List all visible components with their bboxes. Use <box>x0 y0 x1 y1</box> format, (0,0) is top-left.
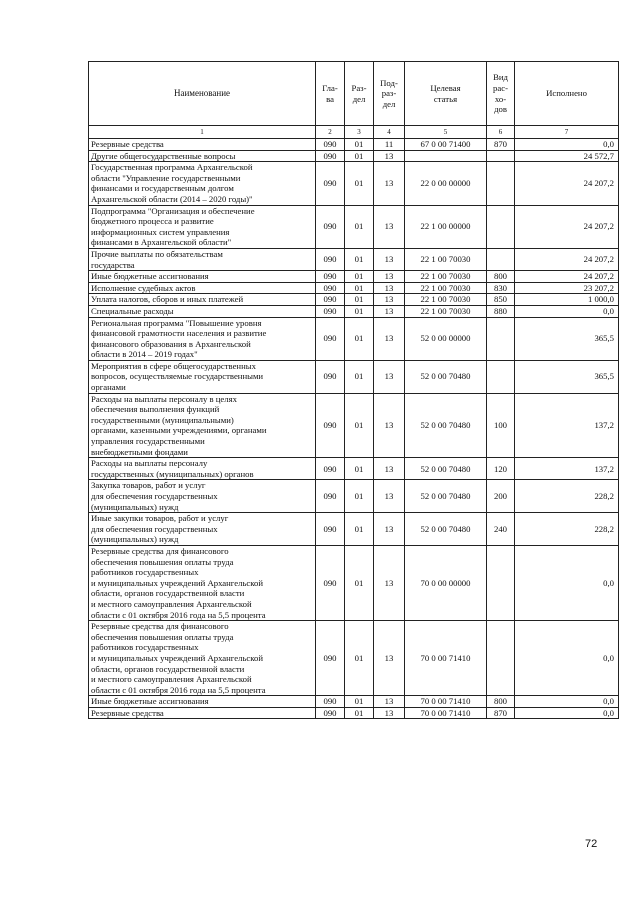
cell-name: Подпрограмма "Организация и обеспечение бюджетного процесса и развитие информационных систем управления финансами в Архангельской области" <box>89 205 316 248</box>
cell-target: 22 1 00 70030 <box>405 294 487 306</box>
cell-section: 01 <box>345 139 374 151</box>
cell-subsection: 13 <box>374 458 405 480</box>
cell-target: 52 0 00 00000 <box>405 317 487 360</box>
cell-name: Резервные средства для финансового обеспечения повышения оплаты труда работников государственных и муниципальных учреждений Архангельской области, органов государственной власти и местного самоуправления Архангельской области с 01 октября 2016 года на 5,5 процента <box>89 545 316 620</box>
cell-exp-type: 880 <box>487 305 515 317</box>
header-executed: Исполнено <box>515 62 619 126</box>
cell-exp-type: 120 <box>487 458 515 480</box>
cell-target: 22 1 00 70030 <box>405 305 487 317</box>
table-row <box>89 294 619 306</box>
cell-chapter: 090 <box>316 162 345 205</box>
cell-name: Резервные средства <box>89 707 316 719</box>
cell-executed: 1 000,0 <box>515 294 619 306</box>
cell-section: 01 <box>345 513 374 546</box>
cell-chapter: 090 <box>316 621 345 696</box>
cell-chapter: 090 <box>316 545 345 620</box>
cell-subsection: 13 <box>374 271 405 283</box>
table-row <box>89 707 619 719</box>
cell-exp-type <box>487 621 515 696</box>
cell-name: Мероприятия в сфере общегосударственных вопросов, осуществляемые государственными органами <box>89 360 316 393</box>
cell-chapter: 090 <box>316 294 345 306</box>
column-number: 5 <box>405 126 487 139</box>
cell-executed: 23 207,2 <box>515 282 619 294</box>
table-row <box>89 271 619 283</box>
cell-subsection: 13 <box>374 696 405 708</box>
cell-chapter: 090 <box>316 150 345 162</box>
cell-chapter: 090 <box>316 480 345 513</box>
cell-target: 70 0 00 71410 <box>405 707 487 719</box>
column-number: 2 <box>316 126 345 139</box>
column-number: 6 <box>487 126 515 139</box>
cell-target: 22 1 00 70030 <box>405 271 487 283</box>
table-body <box>89 126 619 719</box>
cell-exp-type: 200 <box>487 480 515 513</box>
header-exp-type: Вид рас- хо- дов <box>487 62 515 126</box>
cell-executed: 137,2 <box>515 393 619 458</box>
cell-section: 01 <box>345 317 374 360</box>
cell-section: 01 <box>345 707 374 719</box>
cell-name: Специальные расходы <box>89 305 316 317</box>
cell-exp-type <box>487 205 515 248</box>
table-row <box>89 150 619 162</box>
cell-section: 01 <box>345 205 374 248</box>
cell-subsection: 13 <box>374 317 405 360</box>
cell-exp-type: 800 <box>487 271 515 283</box>
cell-executed: 0,0 <box>515 621 619 696</box>
cell-executed: 137,2 <box>515 458 619 480</box>
table-row <box>89 248 619 270</box>
table-row <box>89 282 619 294</box>
cell-section: 01 <box>345 248 374 270</box>
cell-chapter: 090 <box>316 282 345 294</box>
cell-exp-type <box>487 150 515 162</box>
column-number: 3 <box>345 126 374 139</box>
cell-target: 52 0 00 70480 <box>405 393 487 458</box>
table-row <box>89 696 619 708</box>
cell-target: 22 1 00 00000 <box>405 205 487 248</box>
cell-target: 67 0 00 71400 <box>405 139 487 151</box>
cell-executed: 365,5 <box>515 360 619 393</box>
cell-subsection: 13 <box>374 545 405 620</box>
cell-subsection: 13 <box>374 707 405 719</box>
table-row <box>89 513 619 546</box>
header-row <box>89 62 619 126</box>
cell-name: Другие общегосударственные вопросы <box>89 150 316 162</box>
table-row <box>89 139 619 151</box>
cell-section: 01 <box>345 545 374 620</box>
cell-name: Резервные средства для финансового обеспечения повышения оплаты труда работников государственных и муниципальных учреждений Архангельской области, органов государственной власти и местного самоуправления Архангельской области с 01 октября 2016 года на 5,5 процента <box>89 621 316 696</box>
table-row <box>89 393 619 458</box>
header-chapter: Гла- ва <box>316 62 345 126</box>
cell-name: Закупка товаров, работ и услуг для обеспечения государственных (муниципальных) нужд <box>89 480 316 513</box>
cell-subsection: 13 <box>374 248 405 270</box>
cell-name: Иные закупки товаров, работ и услуг для обеспечения государственных (муниципальных) нужд <box>89 513 316 546</box>
cell-name: Иные бюджетные ассигнования <box>89 696 316 708</box>
cell-subsection: 13 <box>374 393 405 458</box>
cell-target: 70 0 00 71410 <box>405 696 487 708</box>
cell-target: 52 0 00 70480 <box>405 513 487 546</box>
table-row <box>89 162 619 205</box>
cell-chapter: 090 <box>316 458 345 480</box>
cell-name: Прочие выплаты по обязательствам государства <box>89 248 316 270</box>
cell-name: Государственная программа Архангельской области "Управление государственными финансами и государственным долгом Архангельской области (2014 – 2020 годы)" <box>89 162 316 205</box>
cell-name: Резервные средства <box>89 139 316 151</box>
cell-subsection: 13 <box>374 513 405 546</box>
cell-exp-type <box>487 360 515 393</box>
header-target: Целевая статья <box>405 62 487 126</box>
table-row <box>89 545 619 620</box>
cell-executed: 24 207,2 <box>515 205 619 248</box>
table-row <box>89 458 619 480</box>
cell-chapter: 090 <box>316 271 345 283</box>
table-row <box>89 480 619 513</box>
cell-subsection: 13 <box>374 282 405 294</box>
header-subsection: Под- раз- дел <box>374 62 405 126</box>
cell-exp-type <box>487 162 515 205</box>
cell-target <box>405 150 487 162</box>
cell-chapter: 090 <box>316 248 345 270</box>
cell-section: 01 <box>345 393 374 458</box>
cell-target: 52 0 00 70480 <box>405 480 487 513</box>
cell-chapter: 090 <box>316 139 345 151</box>
column-number: 7 <box>515 126 619 139</box>
cell-exp-type: 240 <box>487 513 515 546</box>
budget-table <box>88 61 619 719</box>
cell-subsection: 13 <box>374 305 405 317</box>
cell-exp-type: 850 <box>487 294 515 306</box>
cell-exp-type: 870 <box>487 707 515 719</box>
column-number: 1 <box>89 126 316 139</box>
cell-subsection: 13 <box>374 150 405 162</box>
cell-executed: 0,0 <box>515 305 619 317</box>
cell-exp-type <box>487 248 515 270</box>
cell-subsection: 13 <box>374 294 405 306</box>
cell-executed: 228,2 <box>515 480 619 513</box>
cell-name: Иные бюджетные ассигнования <box>89 271 316 283</box>
cell-section: 01 <box>345 480 374 513</box>
cell-subsection: 13 <box>374 360 405 393</box>
cell-section: 01 <box>345 696 374 708</box>
cell-name: Региональная программа "Повышение уровня финансовой грамотности населения и развитие финансового образования в Архангельской области в 2014 – 2019 годах" <box>89 317 316 360</box>
table-row <box>89 317 619 360</box>
column-number: 4 <box>374 126 405 139</box>
header-name: Наименование <box>89 62 316 126</box>
cell-chapter: 090 <box>316 317 345 360</box>
cell-name: Исполнение судебных актов <box>89 282 316 294</box>
cell-section: 01 <box>345 458 374 480</box>
cell-section: 01 <box>345 162 374 205</box>
cell-executed: 0,0 <box>515 707 619 719</box>
cell-name: Расходы на выплаты персоналу в целях обеспечения выполнения функций государственными (муниципальными) органами, казенными учреждениями, органами управления государственными внебюджетными фондами <box>89 393 316 458</box>
cell-exp-type: 100 <box>487 393 515 458</box>
cell-executed: 24 207,2 <box>515 271 619 283</box>
cell-target: 70 0 00 00000 <box>405 545 487 620</box>
cell-target: 52 0 00 70480 <box>405 360 487 393</box>
cell-chapter: 090 <box>316 696 345 708</box>
cell-exp-type <box>487 545 515 620</box>
cell-executed: 365,5 <box>515 317 619 360</box>
cell-executed: 0,0 <box>515 696 619 708</box>
cell-chapter: 090 <box>316 205 345 248</box>
cell-section: 01 <box>345 621 374 696</box>
cell-subsection: 13 <box>374 162 405 205</box>
cell-section: 01 <box>345 150 374 162</box>
page-number: 72 <box>585 838 598 850</box>
cell-target: 22 1 00 70030 <box>405 282 487 294</box>
cell-section: 01 <box>345 360 374 393</box>
cell-subsection: 13 <box>374 205 405 248</box>
cell-chapter: 090 <box>316 393 345 458</box>
cell-executed: 24 207,2 <box>515 162 619 205</box>
table-row <box>89 621 619 696</box>
cell-exp-type: 800 <box>487 696 515 708</box>
cell-name: Уплата налогов, сборов и иных платежей <box>89 294 316 306</box>
table-row <box>89 205 619 248</box>
cell-target: 70 0 00 71410 <box>405 621 487 696</box>
cell-section: 01 <box>345 271 374 283</box>
cell-chapter: 090 <box>316 513 345 546</box>
cell-section: 01 <box>345 305 374 317</box>
cell-chapter: 090 <box>316 305 345 317</box>
cell-section: 01 <box>345 282 374 294</box>
cell-name: Расходы на выплаты персоналу государственных (муниципальных) органов <box>89 458 316 480</box>
cell-executed: 228,2 <box>515 513 619 546</box>
cell-chapter: 090 <box>316 360 345 393</box>
cell-subsection: 13 <box>374 480 405 513</box>
cell-exp-type: 830 <box>487 282 515 294</box>
cell-executed: 24 207,2 <box>515 248 619 270</box>
cell-target: 22 0 00 00000 <box>405 162 487 205</box>
cell-executed: 0,0 <box>515 545 619 620</box>
cell-section: 01 <box>345 294 374 306</box>
table-row <box>89 360 619 393</box>
column-number-row <box>89 126 619 139</box>
cell-exp-type: 870 <box>487 139 515 151</box>
header-section: Раз- дел <box>345 62 374 126</box>
cell-target: 22 1 00 70030 <box>405 248 487 270</box>
cell-exp-type <box>487 317 515 360</box>
cell-subsection: 11 <box>374 139 405 151</box>
table-row <box>89 305 619 317</box>
cell-executed: 24 572,7 <box>515 150 619 162</box>
cell-subsection: 13 <box>374 621 405 696</box>
cell-executed: 0,0 <box>515 139 619 151</box>
cell-chapter: 090 <box>316 707 345 719</box>
cell-target: 52 0 00 70480 <box>405 458 487 480</box>
